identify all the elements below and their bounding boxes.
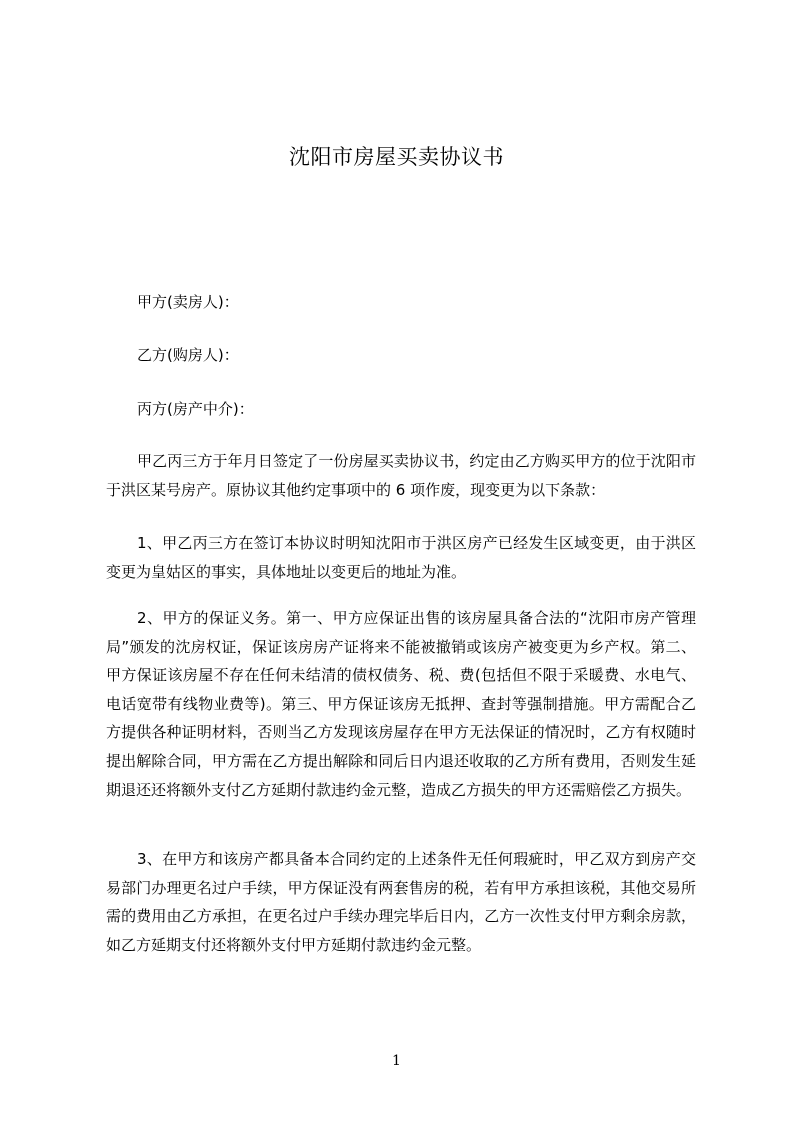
party-agent: 丙方(房产中介)： [137, 400, 254, 418]
party-seller: 甲方(卖房人)： [137, 293, 239, 311]
party-buyer: 乙方(购房人)： [137, 346, 239, 364]
page-number: 1 [392, 1053, 401, 1069]
paragraph-clause-3: 3、在甲方和该房产都具备本合同约定的上述条件无任何瑕疵时，甲乙双方到房产交易部门办理更名过户手续，甲方保证没有两套售房的税，若有甲方承担该税，其他交易所需的费用由乙方承担，在更名过户手续办理完毕后日内，乙方一次性支付甲方剩余房款，如乙方延期支付还将额外支付甲方延期付款违约金元整。 [106, 850, 696, 954]
document-title: 沈阳市房屋买卖协议书 [289, 145, 504, 169]
paragraph-clause-2: 2、甲方的保证义务。第一、甲方应保证出售的该房屋具备合法的“沈阳市房产管理局”颁发的沈房权证，保证该房房产证将来不能被撤销或该房产被变更为乡产权。第二、甲方保证该房屋不存在任何未结清的债权债务、税、费(包括但不限于采暖费、水电气、电话宽带有线物业费等)。第三、甲方保证该房无抵押、查封等强制措施。甲方需配合乙方提供各种证明材料，否则当乙方发现该房屋存在甲方无法保证的情况时，乙方有权随时提出解除合同，甲方需在乙方提出解除和同后日内退还收取的乙方所有费用，否则发生延期退还还将额外支付乙方延期付款违约金元整，造成乙方损失的甲方还需赔偿乙方损失。 [106, 609, 696, 799]
paragraph-clause-1: 1、甲乙丙三方在签订本协议时明知沈阳市于洪区房产已经发生区域变更，由于洪区变更为皇姑区的事实，具体地址以变更后的地址为准。 [106, 534, 696, 581]
paragraph-intro: 甲乙丙三方于年月日签定了一份房屋买卖协议书，约定由乙方购买甲方的位于沈阳市于洪区某号房产。原协议其他约定事项中的 6 项作废，现变更为以下条款： [106, 452, 696, 499]
